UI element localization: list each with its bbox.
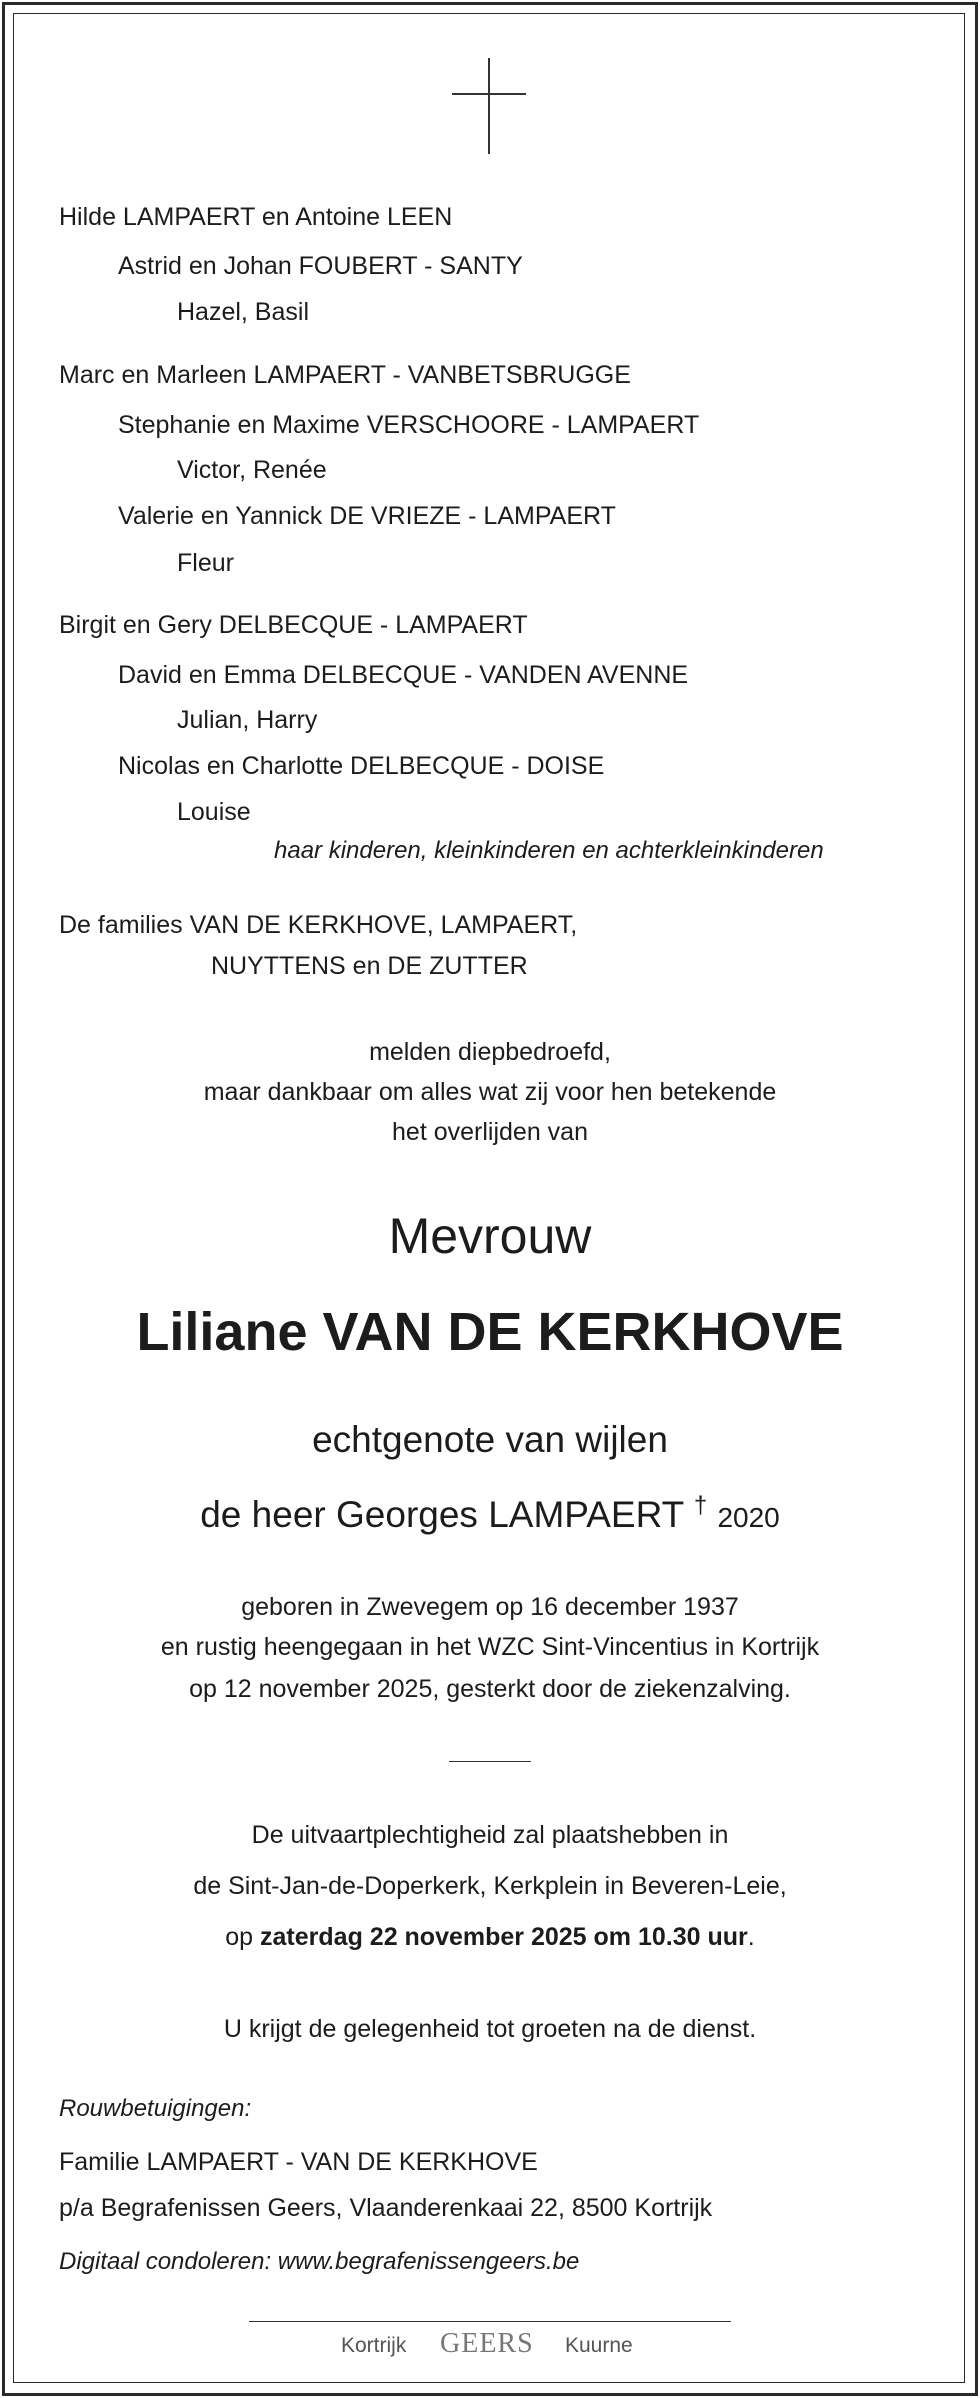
ceremony-line-2: de Sint-Jan-de-Doperkerk, Kerkplein in Beveren-Leie, xyxy=(193,1872,787,1900)
condolences-address: p/a Begrafenissen Geers, Vlaanderenkaai 22, 8500 Kortrijk xyxy=(59,2194,713,2222)
families-line-2: NUYTTENS en DE ZUTTER xyxy=(211,952,528,980)
spouse-name: de heer Georges LAMPAERT xyxy=(200,1494,684,1535)
deceased-name: Liliane VAN DE KERKHOVE xyxy=(136,1302,844,1362)
family-parent-1: Hilde LAMPAERT en Antoine LEEN xyxy=(59,203,453,231)
family-child-3-2: Nicolas en Charlotte DELBECQUE - DOISE xyxy=(118,752,605,780)
footer-right: Kuurne xyxy=(565,2334,633,2357)
details-line-1: geboren in Zwevegem op 16 december 1937 xyxy=(241,1593,739,1621)
spouse-year: 2020 xyxy=(717,1502,780,1533)
ceremony-date: zaterdag 22 november 2025 om 10.30 uur xyxy=(260,1923,748,1951)
family-summary: haar kinderen, kleinkinderen en achterkleinkinderen xyxy=(274,837,824,864)
family-child-1-1: Astrid en Johan FOUBERT - SANTY xyxy=(118,252,523,280)
condolences-family: Familie LAMPAERT - VAN DE KERKHOVE xyxy=(59,2148,538,2176)
ceremony-suffix: . xyxy=(747,1923,755,1951)
footer-rule xyxy=(249,2321,731,2322)
deceased-title: Mevrouw xyxy=(388,1208,592,1264)
ceremony-line-1: De uitvaartplechtigheid zal plaatshebben in xyxy=(251,1821,729,1849)
family-child-2-1: Stephanie en Maxime VERSCHOORE - LAMPAERT xyxy=(118,411,700,439)
family-grandchildren-1-1: Hazel, Basil xyxy=(177,298,309,326)
cross-symbol: † xyxy=(693,1492,708,1519)
condolences-heading: Rouwbetuigingen: xyxy=(59,2095,252,2122)
cross-icon xyxy=(452,58,526,154)
families-line-1: De families VAN DE KERKHOVE, LAMPAERT, xyxy=(59,911,578,939)
family-grandchildren-3-2: Louise xyxy=(177,798,251,826)
details-line-3: op 12 november 2025, gesterkt door de ziekenzalving. xyxy=(189,1675,791,1703)
announcement-line-1: melden diepbedroefd, xyxy=(369,1038,611,1066)
family-grandchildren-2-2: Fleur xyxy=(177,549,234,577)
family-child-2-2: Valerie en Yannick DE VRIEZE - LAMPAERT xyxy=(118,502,616,530)
family-parent-3: Birgit en Gery DELBECQUE - LAMPAERT xyxy=(59,611,528,639)
spouse-line-1: echtgenote van wijlen xyxy=(312,1419,668,1460)
greeting-line: U krijgt de gelegenheid tot groeten na de dienst. xyxy=(223,2015,757,2043)
family-child-3-1: David en Emma DELBECQUE - VANDEN AVENNE xyxy=(118,661,689,689)
announcement-line-2: maar dankbaar om alles wat zij voor hen betekende xyxy=(203,1078,777,1106)
digital-condolences: Digitaal condoleren: www.begrafenissengeers.be xyxy=(59,2248,580,2275)
ceremony-prefix: op xyxy=(225,1923,261,1951)
footer-left: Kortrijk xyxy=(341,2334,407,2357)
family-parent-2: Marc en Marleen LAMPAERT - VANBETSBRUGGE xyxy=(59,361,631,389)
geers-logo: GEERS xyxy=(440,2328,534,2359)
spouse-line-2 xyxy=(0,1484,980,1540)
announcement-line-3: het overlijden van xyxy=(392,1118,588,1146)
details-line-2: en rustig heengegaan in het WZC Sint-Vincentius in Kortrijk xyxy=(160,1633,820,1661)
family-grandchildren-3-1: Julian, Harry xyxy=(177,706,318,734)
family-grandchildren-2-1: Victor, Renée xyxy=(177,456,327,484)
separator-short xyxy=(449,1761,531,1762)
ceremony-line-3 xyxy=(0,1922,980,1952)
